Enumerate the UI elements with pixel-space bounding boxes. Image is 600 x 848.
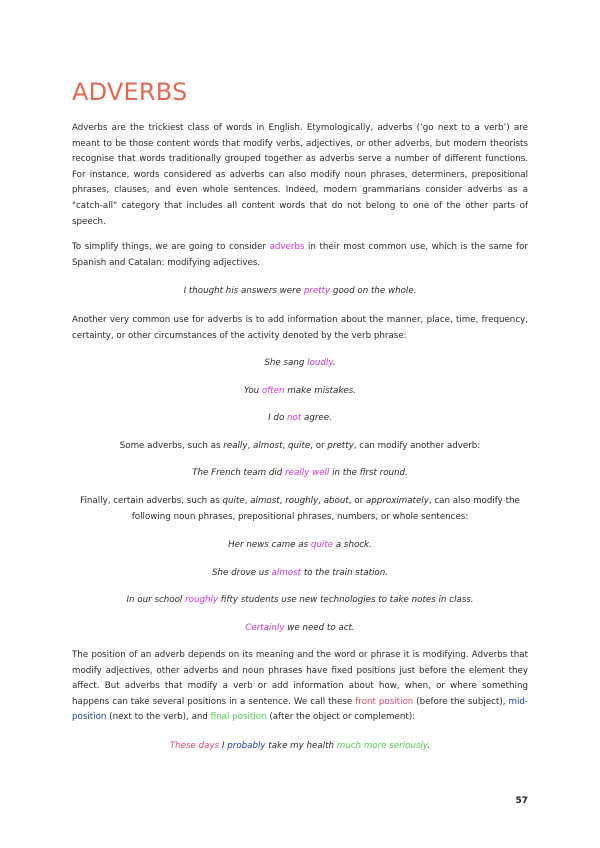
paragraph-modify-adverb: Some adverbs, such as really, almost, quite, or pretty, can modify another adverb: xyxy=(119,441,481,451)
example-front-part: These days xyxy=(169,741,220,751)
label-final-position: final position xyxy=(210,712,267,723)
highlight-loudly: loudly xyxy=(307,358,333,368)
example-often: You often make mistakes. xyxy=(243,386,357,396)
paragraph-simplify: To simplify things, we are going to consider adverbs in their most common use, which is the same for Spanish and Catalan: modifying adjectives. xyxy=(72,242,528,268)
page-title: ADVERBS xyxy=(72,78,188,106)
highlight-adverbs: adverbs xyxy=(269,242,305,252)
highlight-almost: almost xyxy=(271,568,302,578)
label-mid-position: mid-position xyxy=(72,696,529,723)
highlight-pretty: pretty xyxy=(303,286,331,296)
label-front-position: front position xyxy=(355,696,414,707)
example-loudly: She sang loudly. xyxy=(264,358,336,368)
example-final-part: much more seriously xyxy=(336,741,428,751)
example-mid-part: probably xyxy=(227,741,266,751)
example-quite: Her news came as quite a shock. xyxy=(228,540,372,550)
paragraph-modify-phrases: Finally, certain adverbs, such as quite, almost, roughly, about, or approximately, can also modify the following noun phrases, prepositional phrases, numbers, or whole sentences: xyxy=(80,496,520,522)
example-certainly: Certainly we need to act. xyxy=(245,623,355,633)
paragraph-position: The position of an adverb depends on its meaning and the word or phrase it is modifying. Adverbs that modify adjectives, other adverbs and noun phrases have fixed positions just before the element they affect. But adverbs that modify a verb or add information about how, when, or where something happens can take several positions in a sentence. We call these front position (before the subject), mid-position (next to the verb), and final position (after the object or complement): xyxy=(72,650,529,723)
highlight-often: often xyxy=(261,386,285,396)
page-number: 57 xyxy=(515,796,528,806)
highlight-really-well: really well xyxy=(285,468,330,478)
example-pretty: I thought his answers were pretty good on the whole. xyxy=(183,286,417,296)
highlight-not: not xyxy=(287,413,302,423)
example-positions: These days I probably take my health much more seriously. xyxy=(169,741,431,751)
example-not: I do not agree. xyxy=(268,413,332,423)
example-really-well: The French team did really well in the first round. xyxy=(192,468,408,478)
intro-paragraph: Adverbs are the trickiest class of words in English. Etymologically, adverbs (‘go next to a verb’) are meant to be those content words that modify verbs, adjectives, or other adverbs, but modern theorists recognise that words traditionally grouped together as adverbs serve a number of different functions. For instance, words considered as adverbs can also modify noun phrases, determiners, prepositional phrases, clauses, and even whole sentences. Indeed, modern grammarians consider adverbs as a "catch-all" category that includes all content words that do not belong to one of the other parts of speech. xyxy=(72,123,528,227)
highlight-roughly: roughly xyxy=(185,595,219,605)
example-almost: She drove us almost to the train station. xyxy=(212,568,388,578)
highlight-certainly: Certainly xyxy=(245,623,285,633)
example-roughly: In our school roughly fifty students use new technologies to take notes in class. xyxy=(126,595,474,605)
highlight-quite: quite xyxy=(310,540,334,550)
paragraph-verb-phrase: Another very common use for adverbs is to add information about the manner, place, time, frequency, certainty, or other circumstances of the activity denoted by the verb phrase: xyxy=(72,315,528,341)
